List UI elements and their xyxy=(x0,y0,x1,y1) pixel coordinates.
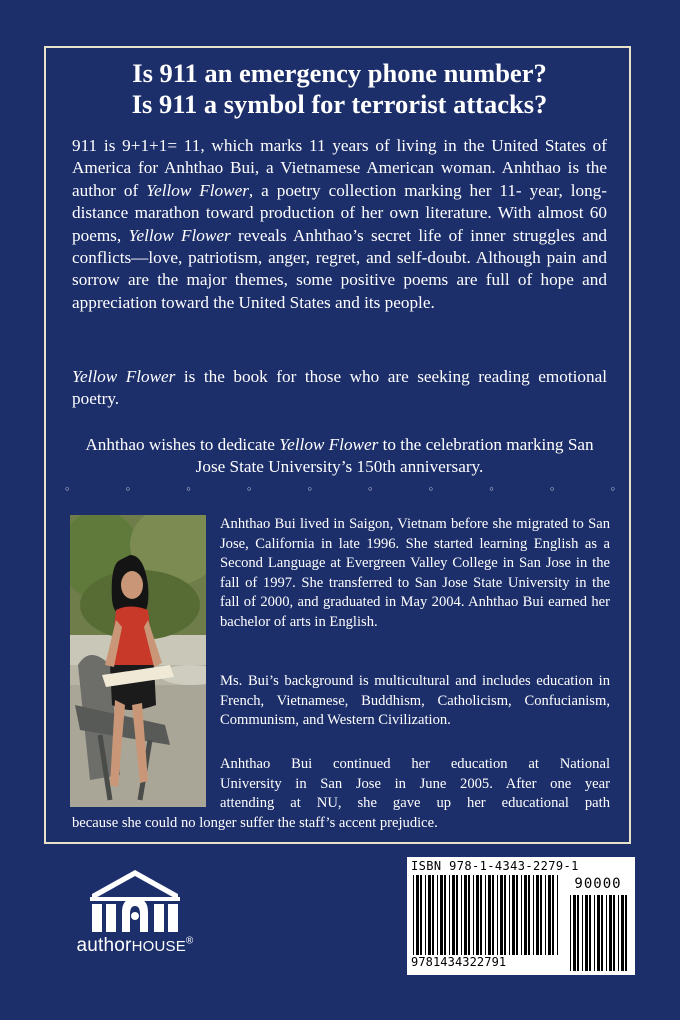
section-separator xyxy=(64,484,616,496)
barcode-bar xyxy=(512,875,515,955)
barcode-bar xyxy=(524,875,527,955)
barcode-bar xyxy=(452,875,455,955)
separator-dot: ◦ xyxy=(64,483,71,496)
barcode-bar xyxy=(476,875,479,955)
barcode-bar xyxy=(594,895,595,971)
publisher-name xyxy=(60,935,210,957)
barcode-bar xyxy=(480,875,482,955)
barcode-bar xyxy=(536,875,539,955)
book-title: Yellow Flower xyxy=(128,225,231,245)
intro-paragraph-2: Yellow Flower is the book for those who are seeking reading emotional poetry. xyxy=(72,367,608,409)
barcode-bar xyxy=(516,875,518,955)
barcode-bar xyxy=(444,875,446,955)
barcode-bar xyxy=(589,895,591,971)
bio-paragraph-3-part-2: because she could no longer suffer the staff’s accent prejudice. xyxy=(72,815,438,831)
intro-paragraph-1: 911 is 9+1+1= 11, which marks 11 years of living in the United States of America for Anhthao Bui, a Vietnamese American woman. Anhthao is the author of Yellow Flower, a poetry collection marking her 11- year, long-distance marathon toward production of her own literature. With almost 60 poems, Yellow Flower reveals Anhthao’s secret life of inner struggles and conflicts—love, patriotism, anger, regret, and self-doubt. Although pain and sorrow are the major themes, some positive poems are full of hope and appreciation toward the United States and its people. xyxy=(72,136,608,312)
isbn-barcode xyxy=(407,857,635,975)
barcode-bar xyxy=(464,875,467,955)
barcode-bar xyxy=(509,875,510,955)
barcode-bar xyxy=(416,875,419,955)
barcode-bar xyxy=(609,895,612,971)
barcode-bar xyxy=(437,875,438,955)
barcode-bar xyxy=(545,875,546,955)
barcode-bar xyxy=(492,875,494,955)
barcode-bar xyxy=(618,895,619,971)
barcode-bar xyxy=(456,875,458,955)
barcode-bar xyxy=(420,875,422,955)
barcode-bar xyxy=(533,875,534,955)
barcode-bar xyxy=(582,895,583,971)
barcode-bar xyxy=(428,875,431,955)
barcode-bar xyxy=(432,875,434,955)
separator-dot: ◦ xyxy=(609,483,616,496)
barcode-bar xyxy=(425,875,426,955)
barcode-bar xyxy=(521,875,522,955)
headline-line-1: Is 911 an emergency phone number? xyxy=(132,58,547,88)
separator-dot: ◦ xyxy=(427,483,435,496)
price-code: 90000 xyxy=(574,876,622,892)
barcode-bar xyxy=(449,875,450,955)
book-title: Yellow Flower xyxy=(146,180,249,200)
barcode-bar xyxy=(468,875,470,955)
separator-dot: ◦ xyxy=(548,483,556,496)
barcode-bar xyxy=(473,875,474,955)
price-barcode-bars xyxy=(570,895,628,971)
book-title: Yellow Flower xyxy=(279,435,379,454)
headline-line-2: Is 911 a symbol for terrorist attacks? xyxy=(131,89,548,119)
author-photo xyxy=(70,515,206,807)
barcode-bar xyxy=(485,875,486,955)
isbn-digits: 9781434322791 xyxy=(411,955,507,969)
separator-dot: ◦ xyxy=(124,483,132,496)
barcode-bar xyxy=(500,875,503,955)
registered-mark: ® xyxy=(185,935,194,947)
barcode-bar xyxy=(606,895,607,971)
headline xyxy=(48,58,631,120)
barcode-bar xyxy=(461,875,462,955)
barcode-bar xyxy=(497,875,498,955)
bio-line: University in San Jose in June 2005. After one year xyxy=(220,775,610,792)
barcode-bar xyxy=(613,895,615,971)
barcode-bar xyxy=(625,895,627,971)
bio-line: Anhthao Bui continued her education at National xyxy=(220,756,610,772)
separator-dot: ◦ xyxy=(245,483,253,496)
barcode-bar xyxy=(413,875,414,955)
barcode-bar xyxy=(585,895,588,971)
author-photo-illustration xyxy=(70,515,206,807)
house-icon xyxy=(60,866,210,936)
barcode-bar xyxy=(552,875,554,955)
barcode-bar xyxy=(573,895,576,971)
barcode-bar xyxy=(601,895,603,971)
bio-line: attending at NU, she gave up her educational path xyxy=(220,795,610,812)
barcode-bar xyxy=(488,875,491,955)
barcode-bar xyxy=(621,895,624,971)
barcode-bar xyxy=(440,875,443,955)
separator-dot: ◦ xyxy=(185,483,192,496)
separator-dot: ◦ xyxy=(488,483,495,496)
separator-dot: ◦ xyxy=(367,483,374,496)
barcode-bar xyxy=(548,875,551,955)
bio-paragraph-2: Ms. Bui’s background is multicultural and includes education in French, Vietnamese, Buddhism, Catholicism, Confucianism, Communism, and Western Civilization. xyxy=(220,673,610,729)
barcode-bar xyxy=(597,895,600,971)
bio-paragraph-1: Anhthao Bui lived in Saigon, Vietnam before she migrated to San Jose, California in late 1996. She started learning English as a Second Language at Evergreen Valley College in San Jose in the fall of 1997. She transferred to San Jose State University in the fall of 2000, and graduated in May 2004. Anhthao Bui earned her bachelor of arts in English. xyxy=(220,516,610,630)
book-title: Yellow Flower xyxy=(72,367,176,386)
barcode-bar xyxy=(540,875,542,955)
publisher-name-part-1: author xyxy=(76,935,132,956)
barcode-bars xyxy=(413,875,561,955)
separator-dot: ◦ xyxy=(306,483,313,496)
bio-paragraph-3-part-1 xyxy=(220,755,610,814)
dedication-paragraph: Anhthao wishes to dedicate Yellow Flower to the celebration marking San Jose State University’s 150th anniversary. xyxy=(85,435,594,477)
barcode-bar xyxy=(557,875,558,955)
barcode-bar xyxy=(570,895,571,971)
barcode-bar xyxy=(528,875,530,955)
isbn-label: ISBN 978-1-4343-2279-1 xyxy=(411,859,579,873)
publisher-name-part-2: HOUSE xyxy=(131,938,186,955)
barcode-bar xyxy=(504,875,506,955)
barcode-bar xyxy=(577,895,579,971)
